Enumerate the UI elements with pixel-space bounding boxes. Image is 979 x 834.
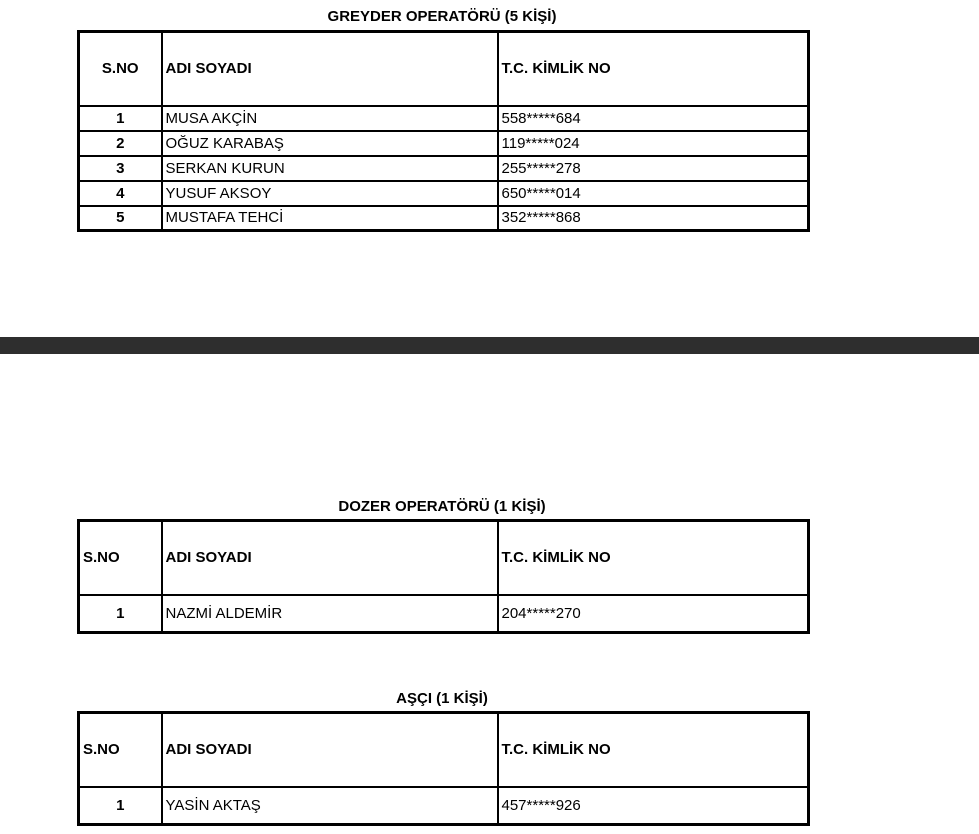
- table-header-row: [79, 713, 809, 787]
- greyder-table: [77, 30, 810, 232]
- table-header-row: [79, 521, 809, 595]
- row-tc: 255*****278: [498, 156, 809, 181]
- row-name: NAZMİ ALDEMİR: [162, 595, 498, 633]
- row-name: SERKAN KURUN: [162, 156, 498, 181]
- sno-header: S.NO: [79, 521, 162, 595]
- sno-header: S.NO: [79, 32, 162, 106]
- tc-header: T.C. KİMLİK NO: [498, 32, 809, 106]
- row-tc: 650*****014: [498, 181, 809, 206]
- table-row: [79, 206, 809, 231]
- row-name: OĞUZ KARABAŞ: [162, 131, 498, 156]
- row-sno: 5: [79, 206, 162, 231]
- row-tc: 119*****024: [498, 131, 809, 156]
- name-header: ADI SOYADI: [162, 713, 498, 787]
- row-sno: 1: [79, 106, 162, 131]
- table-header-row: [79, 32, 809, 106]
- row-tc: 352*****868: [498, 206, 809, 231]
- row-sno: 4: [79, 181, 162, 206]
- row-tc: 457*****926: [498, 787, 809, 825]
- row-name: YUSUF AKSOY: [162, 181, 498, 206]
- row-sno: 1: [79, 595, 162, 633]
- row-sno: 1: [79, 787, 162, 825]
- name-header: ADI SOYADI: [162, 32, 498, 106]
- row-sno: 3: [79, 156, 162, 181]
- row-tc: 558*****684: [498, 106, 809, 131]
- asci-table: [77, 711, 810, 826]
- table-row: [79, 181, 809, 206]
- row-name: YASİN AKTAŞ: [162, 787, 498, 825]
- tc-header: T.C. KİMLİK NO: [498, 521, 809, 595]
- dozer-section-title: DOZER OPERATÖRÜ (1 KİŞİ): [338, 498, 546, 515]
- greyder-section-title: GREYDER OPERATÖRÜ (5 KİŞİ): [327, 8, 557, 25]
- page-divider: [0, 337, 979, 354]
- row-name: MUSTAFA TEHCİ: [162, 206, 498, 231]
- table-row: [79, 131, 809, 156]
- table-row: [79, 156, 809, 181]
- row-name: MUSA AKÇİN: [162, 106, 498, 131]
- tc-header: T.C. KİMLİK NO: [498, 713, 809, 787]
- name-header: ADI SOYADI: [162, 521, 498, 595]
- dozer-table: [77, 519, 810, 634]
- table-row: [79, 787, 809, 825]
- sno-header: S.NO: [79, 713, 162, 787]
- row-tc: 204*****270: [498, 595, 809, 633]
- table-row: [79, 106, 809, 131]
- asci-section-title: AŞÇI (1 KİŞİ): [396, 690, 488, 707]
- table-row: [79, 595, 809, 633]
- row-sno: 2: [79, 131, 162, 156]
